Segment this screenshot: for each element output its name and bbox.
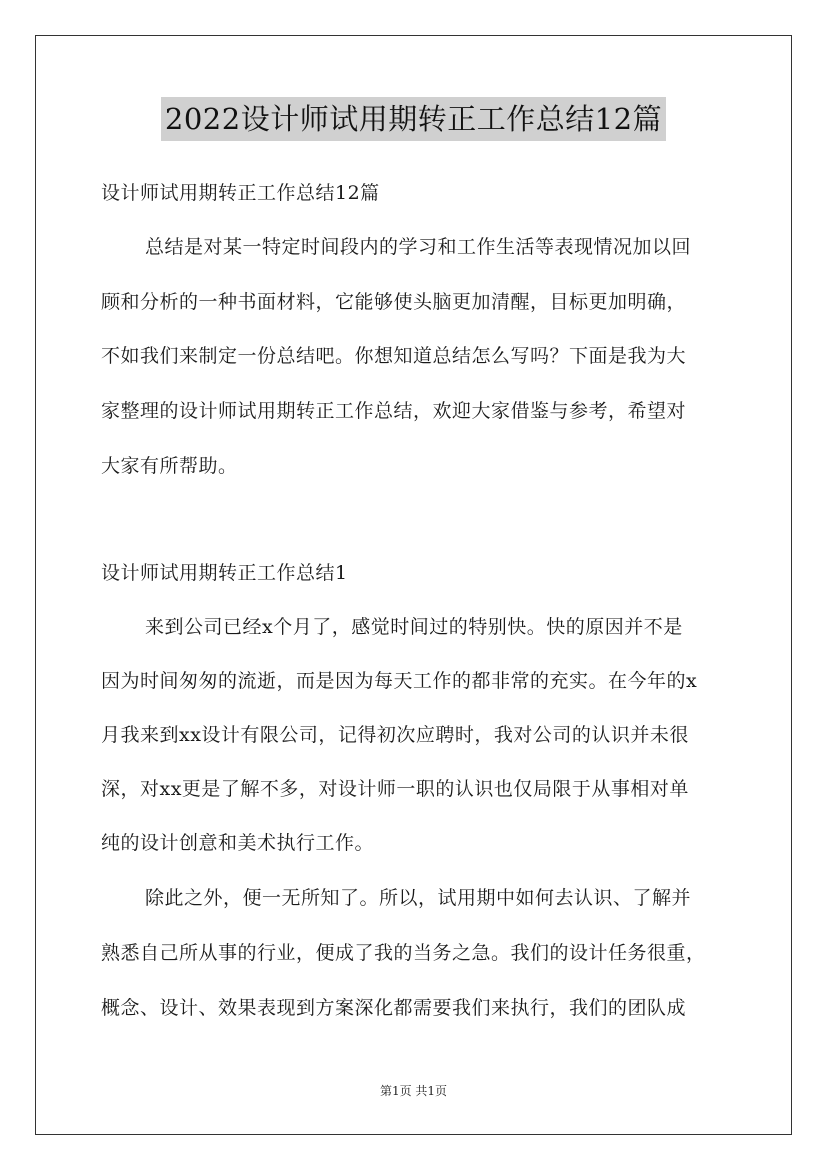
section1-para2-line-1: 除此之外，便一无所知了。所以，试用期中如何去认识、了解并: [145, 887, 692, 909]
intro-line-4: 家整理的设计师试用期转正工作总结，欢迎大家借鉴与参考，希望对: [101, 400, 687, 422]
section1-para1-line-2: 因为时间匆匆的流逝，而是因为每天工作的都非常的充实。在今年的x: [101, 670, 698, 692]
section1-para1-line-3: 月我来到xx设计有限公司，记得初次应聘时，我对公司的认识并未很: [101, 724, 689, 746]
section1-para2-line-2: 熟悉自己所从事的行业，便成了我的当务之急。我们的设计任务很重，: [101, 942, 706, 964]
section1-heading: 设计师试用期转正工作总结1: [101, 562, 348, 584]
title-container: [0, 97, 827, 141]
section1-para1-line-5: 纯的设计创意和美术执行工作。: [101, 832, 375, 854]
section1-para1-line-1: 来到公司已经x个月了，感觉时间过的特别快。快的原因并不是: [145, 616, 683, 638]
subtitle: 设计师试用期转正工作总结12篇: [101, 182, 380, 204]
intro-line-5: 大家有所帮助。: [101, 455, 238, 477]
intro-line-2: 顾和分析的一种书面材料，它能够使头脑更加清醒，目标更加明确，: [101, 291, 687, 313]
section1-para2-line-3: 概念、设计、效果表现到方案深化都需要我们来执行，我们的团队成: [101, 997, 687, 1019]
page-footer: 第1页 共1页: [379, 1084, 448, 1098]
intro-line-3: 不如我们来制定一份总结吧。你想知道总结怎么写吗？下面是我为大: [101, 345, 687, 367]
intro-line-1: 总结是对某一特定时间段内的学习和工作生活等表现情况加以回: [145, 236, 692, 258]
document-title: 2022设计师试用期转正工作总结12篇: [161, 97, 666, 141]
section1-para1-line-4: 深，对xx更是了解不多，对设计师一职的认识也仅局限于从事相对单: [101, 778, 689, 800]
